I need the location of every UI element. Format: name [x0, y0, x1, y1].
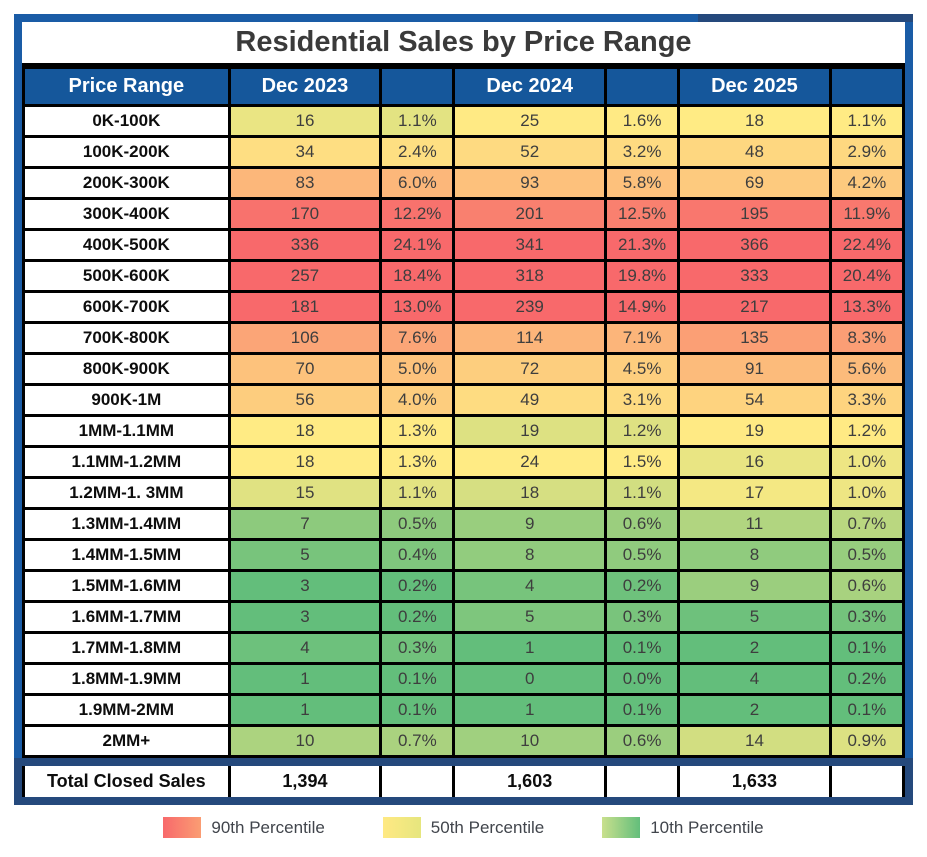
count-cell: 114 [454, 323, 606, 354]
pct-cell: 0.0% [605, 664, 678, 695]
pct-cell: 0.6% [830, 571, 903, 602]
table-row [24, 633, 904, 664]
count-cell: 135 [679, 323, 831, 354]
column-header-pct-spacer [830, 68, 903, 106]
price-range-label: 700K-800K [24, 323, 230, 354]
pct-cell: 0.6% [605, 509, 678, 540]
pct-cell: 0.2% [381, 571, 454, 602]
count-cell: 8 [679, 540, 831, 571]
count-cell: 217 [679, 292, 831, 323]
count-cell: 25 [454, 106, 606, 137]
count-cell: 48 [679, 137, 831, 168]
table-row [24, 540, 904, 571]
pct-cell: 0.2% [381, 602, 454, 633]
pct-cell: 0.9% [830, 726, 903, 757]
pct-cell: 0.2% [830, 664, 903, 695]
table-row [24, 571, 904, 602]
pct-cell: 1.0% [830, 447, 903, 478]
table-row [24, 261, 904, 292]
pct-cell: 4.2% [830, 168, 903, 199]
count-cell: 1 [229, 695, 381, 726]
table-row [24, 106, 904, 137]
count-cell: 2 [679, 695, 831, 726]
table-row [24, 354, 904, 385]
price-range-label: 600K-700K [24, 292, 230, 323]
legend-item-90th-percentile [163, 817, 324, 838]
pct-cell: 24.1% [381, 230, 454, 261]
title-bar [22, 22, 905, 66]
count-cell: 1 [229, 664, 381, 695]
total-count-dec-2025: 1,633 [679, 766, 831, 797]
pct-cell: 12.2% [381, 199, 454, 230]
total-pct-spacer [830, 766, 903, 797]
pct-cell: 5.8% [605, 168, 678, 199]
price-range-label: 1.8MM-1.9MM [24, 664, 230, 695]
pct-cell: 0.3% [381, 633, 454, 664]
count-cell: 318 [454, 261, 606, 292]
count-cell: 106 [229, 323, 381, 354]
column-header-dec-2025: Dec 2025 [679, 68, 831, 106]
header-row [24, 68, 904, 106]
price-range-label: 100K-200K [24, 137, 230, 168]
pct-cell: 13.3% [830, 292, 903, 323]
total-pct-spacer [605, 766, 678, 797]
count-cell: 181 [229, 292, 381, 323]
price-range-label: 2MM+ [24, 726, 230, 757]
count-cell: 5 [454, 602, 606, 633]
count-cell: 4 [679, 664, 831, 695]
count-cell: 4 [454, 571, 606, 602]
pct-cell: 4.0% [381, 385, 454, 416]
price-range-label: 1.7MM-1.8MM [24, 633, 230, 664]
column-header-price-range: Price Range [24, 68, 230, 106]
count-cell: 3 [229, 571, 381, 602]
pct-cell: 1.3% [381, 416, 454, 447]
pct-cell: 1.0% [830, 478, 903, 509]
count-cell: 201 [454, 199, 606, 230]
count-cell: 366 [679, 230, 831, 261]
price-range-label: 800K-900K [24, 354, 230, 385]
count-cell: 83 [229, 168, 381, 199]
column-header-dec-2023: Dec 2023 [229, 68, 381, 106]
legend-item-50th-percentile [383, 817, 544, 838]
pct-cell: 0.4% [381, 540, 454, 571]
count-cell: 91 [679, 354, 831, 385]
count-cell: 49 [454, 385, 606, 416]
pct-cell: 0.5% [381, 509, 454, 540]
legend-swatch-yellow-icon [383, 817, 421, 838]
total-row [24, 766, 904, 797]
table-row [24, 385, 904, 416]
sales-table-frame [14, 14, 913, 758]
sales-table-body [24, 106, 904, 757]
count-cell: 336 [229, 230, 381, 261]
count-cell: 11 [679, 509, 831, 540]
total-pct-spacer [381, 766, 454, 797]
table-row [24, 602, 904, 633]
total-count-dec-2024: 1,603 [454, 766, 606, 797]
pct-cell: 0.5% [605, 540, 678, 571]
pct-cell: 0.1% [830, 695, 903, 726]
price-range-label: 400K-500K [24, 230, 230, 261]
pct-cell: 7.1% [605, 323, 678, 354]
pct-cell: 5.0% [381, 354, 454, 385]
pct-cell: 0.2% [605, 571, 678, 602]
count-cell: 19 [679, 416, 831, 447]
pct-cell: 0.1% [605, 695, 678, 726]
count-cell: 72 [454, 354, 606, 385]
count-cell: 15 [229, 478, 381, 509]
pct-cell: 13.0% [381, 292, 454, 323]
pct-cell: 1.1% [381, 106, 454, 137]
count-cell: 19 [454, 416, 606, 447]
legend-swatch-red-icon [163, 817, 201, 838]
count-cell: 4 [229, 633, 381, 664]
count-cell: 1 [454, 695, 606, 726]
price-range-label: 1.1MM-1.2MM [24, 447, 230, 478]
pct-cell: 0.3% [830, 602, 903, 633]
count-cell: 1 [454, 633, 606, 664]
pct-cell: 0.7% [381, 726, 454, 757]
pct-cell: 0.1% [830, 633, 903, 664]
count-cell: 18 [679, 106, 831, 137]
count-cell: 10 [454, 726, 606, 757]
price-range-label: 1.2MM-1. 3MM [24, 478, 230, 509]
pct-cell: 0.1% [381, 664, 454, 695]
price-range-label: 1.5MM-1.6MM [24, 571, 230, 602]
count-cell: 18 [229, 416, 381, 447]
table-row [24, 292, 904, 323]
legend-swatch-green-icon [602, 817, 640, 838]
count-cell: 56 [229, 385, 381, 416]
table-row [24, 447, 904, 478]
count-cell: 9 [454, 509, 606, 540]
table-row [24, 199, 904, 230]
pct-cell: 14.9% [605, 292, 678, 323]
price-range-label: 1MM-1.1MM [24, 416, 230, 447]
total-label: Total Closed Sales [24, 766, 230, 797]
count-cell: 10 [229, 726, 381, 757]
pct-cell: 1.1% [830, 106, 903, 137]
count-cell: 18 [454, 478, 606, 509]
price-range-label: 1.4MM-1.5MM [24, 540, 230, 571]
count-cell: 16 [229, 106, 381, 137]
pct-cell: 3.2% [605, 137, 678, 168]
pct-cell: 0.6% [605, 726, 678, 757]
pct-cell: 1.2% [605, 416, 678, 447]
count-cell: 93 [454, 168, 606, 199]
table-row [24, 168, 904, 199]
count-cell: 9 [679, 571, 831, 602]
column-header-dec-2024: Dec 2024 [454, 68, 606, 106]
table-row [24, 664, 904, 695]
pct-cell: 21.3% [605, 230, 678, 261]
pct-cell: 3.3% [830, 385, 903, 416]
total-table [22, 766, 905, 797]
table-row [24, 230, 904, 261]
pct-cell: 1.2% [830, 416, 903, 447]
count-cell: 14 [679, 726, 831, 757]
total-count-dec-2023: 1,394 [229, 766, 381, 797]
price-range-label: 1.3MM-1.4MM [24, 509, 230, 540]
price-range-label: 900K-1M [24, 385, 230, 416]
count-cell: 2 [679, 633, 831, 664]
pct-cell: 1.5% [605, 447, 678, 478]
legend-label: 50th Percentile [430, 817, 545, 837]
pct-cell: 1.3% [381, 447, 454, 478]
price-range-label: 300K-400K [24, 199, 230, 230]
table-row [24, 478, 904, 509]
legend-label: 90th Percentile [211, 817, 325, 837]
count-cell: 341 [454, 230, 606, 261]
pct-cell: 18.4% [381, 261, 454, 292]
price-range-label: 0K-100K [24, 106, 230, 137]
count-cell: 52 [454, 137, 606, 168]
pct-cell: 12.5% [605, 199, 678, 230]
count-cell: 7 [229, 509, 381, 540]
pct-cell: 0.5% [830, 540, 903, 571]
count-cell: 70 [229, 354, 381, 385]
column-header-pct-spacer [605, 68, 678, 106]
table-row [24, 323, 904, 354]
legend [14, 817, 913, 838]
count-cell: 195 [679, 199, 831, 230]
price-range-label: 1.9MM-2MM [24, 695, 230, 726]
page-title: Residential Sales by Price Range [235, 26, 692, 58]
count-cell: 239 [454, 292, 606, 323]
pct-cell: 6.0% [381, 168, 454, 199]
pct-cell: 7.6% [381, 323, 454, 354]
table-row [24, 416, 904, 447]
table-row [24, 137, 904, 168]
pct-cell: 1.1% [605, 478, 678, 509]
pct-cell: 0.7% [830, 509, 903, 540]
pct-cell: 22.4% [830, 230, 903, 261]
count-cell: 170 [229, 199, 381, 230]
pct-cell: 4.5% [605, 354, 678, 385]
pct-cell: 0.1% [605, 633, 678, 664]
top-border-accent [698, 14, 913, 22]
pct-cell: 0.1% [381, 695, 454, 726]
count-cell: 69 [679, 168, 831, 199]
pct-cell: 8.3% [830, 323, 903, 354]
count-cell: 34 [229, 137, 381, 168]
count-cell: 5 [679, 602, 831, 633]
pct-cell: 19.8% [605, 261, 678, 292]
legend-item-10th-percentile [602, 817, 763, 838]
pct-cell: 2.4% [381, 137, 454, 168]
count-cell: 54 [679, 385, 831, 416]
pct-cell: 1.6% [605, 106, 678, 137]
count-cell: 24 [454, 447, 606, 478]
table-row [24, 695, 904, 726]
pct-cell: 0.3% [605, 602, 678, 633]
count-cell: 3 [229, 602, 381, 633]
table-row [24, 726, 904, 757]
column-header-pct-spacer [381, 68, 454, 106]
count-cell: 18 [229, 447, 381, 478]
pct-cell: 11.9% [830, 199, 903, 230]
sales-table [22, 66, 905, 758]
price-range-label: 200K-300K [24, 168, 230, 199]
count-cell: 8 [454, 540, 606, 571]
count-cell: 333 [679, 261, 831, 292]
price-range-label: 500K-600K [24, 261, 230, 292]
pct-cell: 1.1% [381, 478, 454, 509]
legend-label: 10th Percentile [650, 817, 764, 837]
pct-cell: 2.9% [830, 137, 903, 168]
pct-cell: 5.6% [830, 354, 903, 385]
table-row [24, 509, 904, 540]
count-cell: 16 [679, 447, 831, 478]
count-cell: 5 [229, 540, 381, 571]
pct-cell: 3.1% [605, 385, 678, 416]
pct-cell: 20.4% [830, 261, 903, 292]
count-cell: 0 [454, 664, 606, 695]
price-range-label: 1.6MM-1.7MM [24, 602, 230, 633]
count-cell: 17 [679, 478, 831, 509]
count-cell: 257 [229, 261, 381, 292]
total-row-frame [14, 758, 913, 805]
